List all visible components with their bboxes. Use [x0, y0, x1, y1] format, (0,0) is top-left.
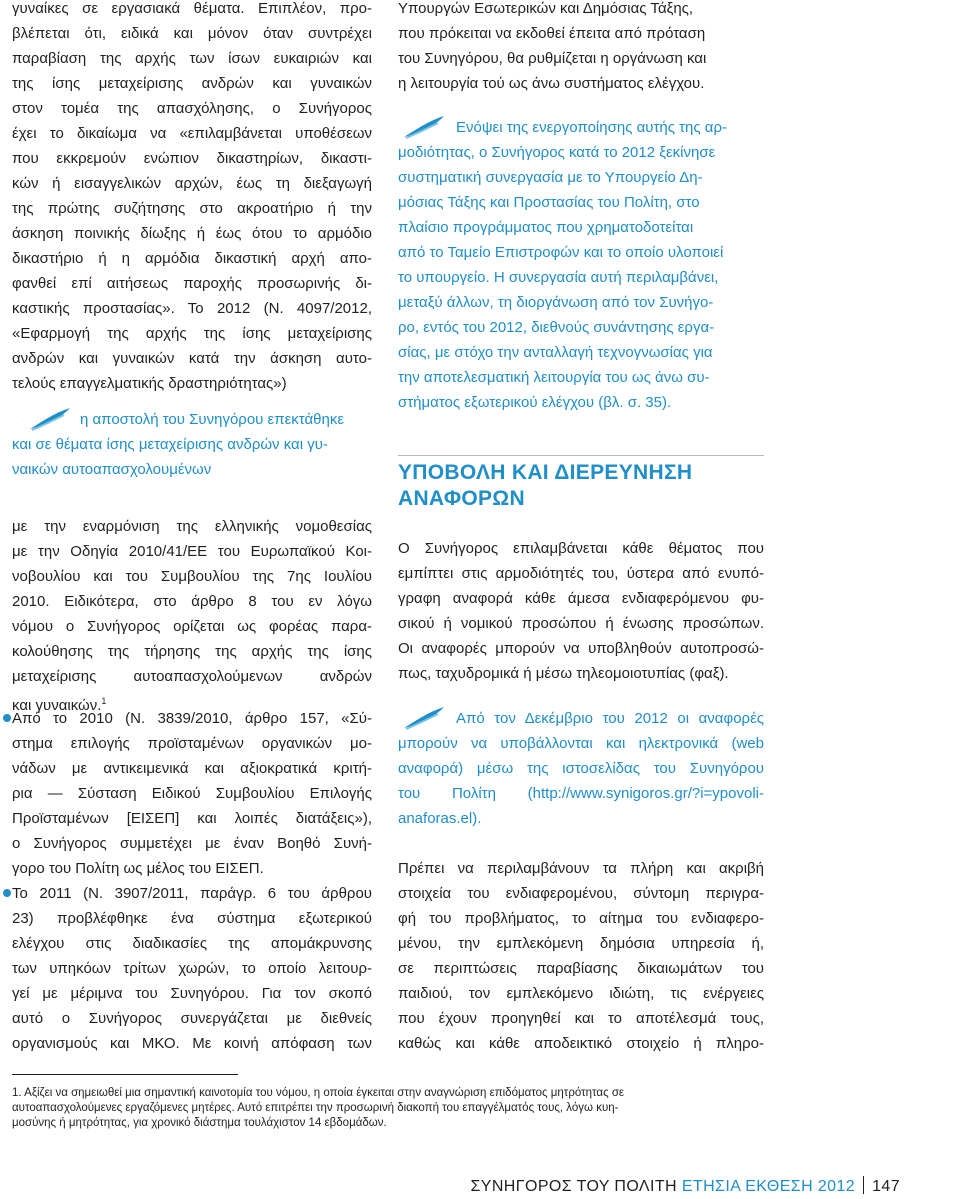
section-heading [398, 460, 764, 512]
text-line: φανθεί επί αιτήσεως παροχής προσωρινής δι- [12, 275, 372, 292]
text-line: νοβουλίου και του Συμβουλίου της 7ης Ιουλίου [12, 568, 372, 585]
text-line: στον τομέα της απασχόλησης, ο Συνήγορος [12, 100, 372, 117]
text-line: σίας, με στόχο την ανταλλαγή τεχνογνωσίας για [398, 344, 713, 361]
text-line: που έχουν προηγηθεί και το αποτέλεσμά τους, [398, 1010, 764, 1027]
right-para-3 [398, 856, 764, 1056]
right-para-1 [398, 0, 764, 96]
bullet-dot-icon [3, 714, 11, 722]
text-line: 1. Αξίζει να σημειωθεί μια σημαντική καινοτομία του νόμου, η οποία έγκειται στην αναγνώριση επιδόματος μητρότητας σε [12, 1087, 625, 1099]
footnote-ref[interactable]: 1 [101, 696, 107, 706]
text-line: που εκκρεμούν ενώπιον δικαστηρίων, δικαστι- [12, 150, 372, 167]
text-line: κολούθησης της τήρησης της αρχής της ίσης [12, 643, 372, 660]
text-line: Ο Συνήγορος επιλαμβάνεται κάθε θέματος που [398, 540, 764, 557]
text-line: τελούς επαγγελματικής δραστηριότητας») [12, 375, 287, 392]
text-line: κών ή εισαγγελικών αρχών, έως τη διεξαγωγή [12, 175, 372, 192]
text-line: σικού ή νομικού προσώπου ή ένωσης προσώπων. [398, 615, 764, 632]
text-line: νόμου ο Συνήγορος ορίζεται ως φορέας παρα- [12, 618, 372, 635]
text-line: Ενόψει της ενεργοποίησης αυτής της αρ- [456, 119, 727, 136]
text-line: γραφη αναφορά κάθε άμεσα ενδιαφερόμενου φυ- [398, 590, 764, 607]
text-line: παραβίαση της αρχής των ίσων ευκαιριών και [12, 50, 372, 67]
text-line: anaforas.el). [398, 810, 482, 827]
text-line: οργανισμούς και ΜΚΟ. Με κοινή απόφαση των [12, 1035, 372, 1052]
pen-stroke-icon [26, 405, 74, 433]
text-line: πως, ταχυδρομικά ή μέσω τηλεομοιοτυπίας (φαξ). [398, 665, 729, 682]
right-highlight-2 [398, 706, 764, 831]
text-line: μεταξύ άλλων, τη διοργάνωση από τον Συνήγο- [398, 294, 714, 311]
text-line: η αποστολή του Συνηγόρου επεκτάθηκε [80, 411, 345, 428]
text-line: μοσύνης ή μητρότητας, για χρονικό διάστημα τουλάχιστον 14 εβδομάδων. [12, 1117, 387, 1129]
text-line: 2010. Ειδικότερα, στο άρθρο 8 του εν λόγω [12, 593, 372, 610]
left-para-2 [12, 514, 372, 718]
text-line: φή του προβλήματος, το αίτημα του ενδιαφερο- [398, 910, 764, 927]
text-line: του Συνηγόρου, θα ρυθμίζεται η οργάνωση και [398, 50, 707, 67]
text-line: ναικών αυτοαπασχολουμένων [12, 461, 212, 478]
text-line: με την Οδηγία 2010/41/ΕΕ του Ευρωπαϊκού Κοι- [12, 543, 372, 560]
text-line: ρια — Σύσταση Ειδικού Συμβουλίου Επιλογής [12, 785, 372, 802]
footer-separator [863, 1176, 864, 1194]
footer-report: ΕΤΗΣΙΑ ΕΚΘΕΣΗ 2012 [681, 1178, 856, 1195]
text-line: συστηματική συνεργασία με το Υπουργείο Δη- [398, 169, 703, 186]
text-line: και σε θέματα ίσης μεταχείρισης ανδρών και γυ- [12, 436, 328, 453]
text-line: μεταχείρισης αυτοαπασχολούμενων ανδρών [12, 668, 372, 685]
text-line: Οι αναφορές μπορούν να υποβληθούν αυτοπροσώ- [398, 640, 764, 657]
text-line: αυτό ο Συνήγορος συνεργάζεται με διεθνείς [12, 1010, 372, 1027]
text-line: το υπουργείο. Η συνεργασία αυτή περιλαμβάνει, [398, 269, 719, 286]
text-line: Υπουργών Εσωτερικών και Δημόσιας Τάξης, [398, 0, 694, 17]
text-line: την αποτελεσματική λειτουργία του ως άνω συ- [398, 369, 710, 386]
page-footer [470, 1176, 900, 1196]
text-line: η λειτουργία τού ως άνω συστήματος ελέγχου. [398, 75, 705, 92]
bullet-1 [12, 706, 372, 881]
text-line: εμπίπτει στις αρμοδιότητές του, ύστερα από ενυπό- [398, 565, 764, 582]
text-line: ανδρών και γυναικών κατά την άσκηση αυτο- [12, 350, 372, 367]
page-number: 147 [872, 1178, 900, 1195]
text-line: Από το 2010 (Ν. 3839/2010, άρθρο 157, «Σύ- [12, 710, 372, 727]
section-rule [398, 455, 764, 456]
text-line: πλαίσιο προγράμματος που χρηματοδοτείται [398, 219, 694, 236]
text-line: Πρέπει να περιλαμβάνουν τα πλήρη και ακριβή [398, 860, 764, 877]
left-highlight [12, 407, 372, 482]
text-line: δικαστήριο ή η αρμόδια δικαστική αρχή απο- [12, 250, 372, 267]
heading-line: ΑΝΑΦΟΡΩΝ [398, 487, 525, 510]
text-line: νάδων με αντικειμενικά και αξιοκρατικά κριτή- [12, 760, 372, 777]
text-line: που πρόκειται να εκδοθεί έπειτα από πρόταση [398, 25, 706, 42]
text-line: ρο, εντός του 2012, διεθνούς συνάντησης εργα- [398, 319, 715, 336]
text-line: μπορούν να υποβάλλονται και ηλεκτρονικά (web [398, 735, 764, 752]
text-line: των υπηκόων τρίτων χωρών, το οποίο λειτουρ- [12, 960, 372, 977]
text-line: Το 2011 (Ν. 3907/2011, παράγρ. 6 του άρθρου [12, 885, 372, 902]
footer-org: ΣΥΝΗΓΟΡΟΣ ΤΟΥ ΠΟΛΙΤΗ [470, 1178, 677, 1195]
right-para-2 [398, 536, 764, 686]
text-line: «Εφαρμογή της αρχής της ίσης μεταχείρισης [12, 325, 372, 342]
text-line: στημα επιλογής προϊσταμένων οργανικών μο- [12, 735, 372, 752]
text-line: καθώς και κάθε αποδεικτικό στοιχείο ή πληρο- [398, 1035, 764, 1052]
right-highlight [398, 115, 764, 415]
pen-stroke-icon [400, 704, 448, 732]
text-line: έχει το δικαίωμα να «επιλαμβάνεται υποθέσεων [12, 125, 372, 142]
text-line: της πρώτης συζήτησης στο ακροατήριο ή την [12, 200, 372, 217]
left-para-1 [12, 0, 372, 396]
text-line: γορο του Πολίτη ως μέλος του ΕΙΣΕΠ. [12, 860, 264, 877]
text-line: Προϊσταμένων [ΕΙΣΕΠ] και λοιπές διατάξεις»), [12, 810, 372, 827]
text-line: σε περιπτώσεις παραβίασης δικαιωμάτων του [398, 960, 764, 977]
text-line: ελέγχου στις διαδικασίες της απομάκρυνσης [12, 935, 372, 952]
text-line: στήματος εξωτερικού ελέγχου (βλ. σ. 35). [398, 394, 672, 411]
text-line: 23) προβλέφθηκε ένα σύστημα εξωτερικού [12, 910, 372, 927]
text-line: καστικής προστασίας». Το 2012 (Ν. 4097/2012, [12, 300, 372, 317]
text-line: ο Συνήγορος συμμετέχει με έναν Βοηθό Συνή- [12, 835, 372, 852]
text-line: αυτοαπασχολούμενες εργαζόμενες μητέρες. Αυτό επιτρέπει την προσωρινή διακοπή του επαγγέλματός τους, λόγω κυη- [12, 1102, 619, 1114]
text-line: με την εναρμόνιση της ελληνικής νομοθεσίας [12, 518, 372, 535]
text-line: παιδιού, τον εμπλεκόμενο ιδιώτη, τις ενέργειες [398, 985, 764, 1002]
text-line: μόσιας Τάξης και Προστασίας του Πολίτη, στο [398, 194, 700, 211]
pen-stroke-icon [400, 113, 448, 141]
bullet-2 [12, 881, 372, 1056]
text-line: γεί με μέριμνα του Συνηγόρου. Για τον σκοπό [12, 985, 372, 1002]
text-line: της ίσης μεταχείρισης ανδρών και γυναικών [12, 75, 372, 92]
bullet-dot-icon [3, 889, 11, 897]
heading-line: ΥΠΟΒΟΛΗ ΚΑΙ ΔΙΕΡΕΥΝΗΣΗ [398, 461, 693, 484]
text-line: στοιχεία του ενδιαφερομένου, σύντομη περιγρα- [398, 885, 764, 902]
footnote-rule [12, 1074, 238, 1075]
text-line: γυναίκες σε εργασιακά θέματα. Επιπλέον, προ- [12, 0, 372, 17]
text-line: και γυναικών.$^1$ [12, 696, 107, 714]
text-line: βλέπεται ότι, ειδικά και μόνον όταν συντρέχει [12, 25, 372, 42]
footnote [12, 1086, 772, 1131]
text-line: του Πολίτη (http://www.synigoros.gr/?i=ypovoli- [398, 785, 764, 802]
text-line: από το Ταμείο Επιστροφών και το οποίο υλοποιεί [398, 244, 724, 261]
text-line: μοδιότητας, ο Συνήγορος κατά το 2012 ξεκίνησε [398, 144, 716, 161]
text-line: μένου, την εμπλεκόμενη δημόσια υπηρεσία ή, [398, 935, 764, 952]
text-line: Από τον Δεκέμβριο του 2012 οι αναφορές [456, 710, 764, 727]
text-line: αναφορά) μέσω της ιστοσελίδας του Συνηγόρου [398, 760, 764, 777]
text-line: άσκηση ποινικής δίωξης ή έως ότου το αρμόδιο [12, 225, 372, 242]
